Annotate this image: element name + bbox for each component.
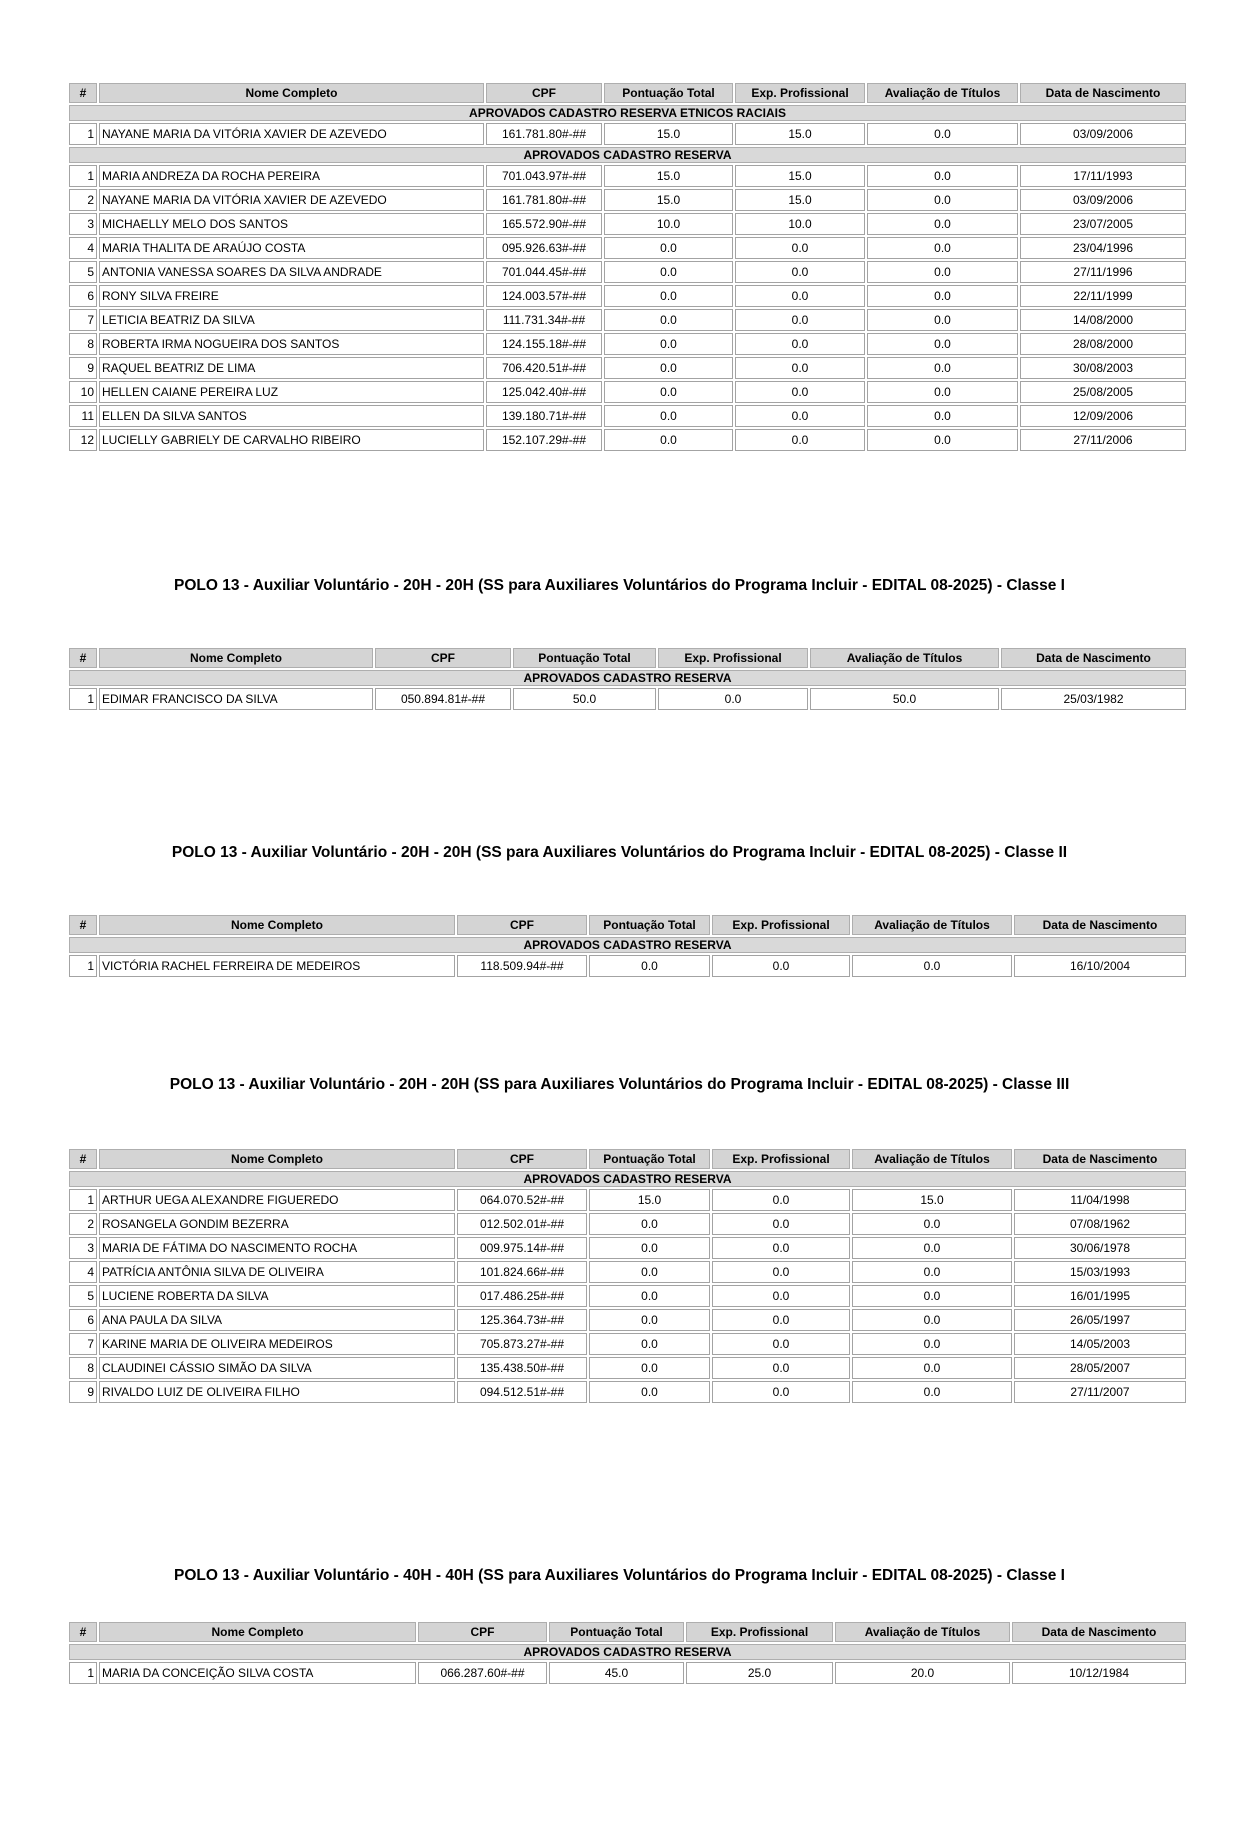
rank-cell: 7 bbox=[69, 309, 97, 331]
cpf-cell: 701.044.45#-## bbox=[486, 261, 602, 283]
column-header: Exp. Profissional bbox=[712, 915, 850, 935]
cpf-cell: 094.512.51#-## bbox=[457, 1381, 587, 1403]
section-row bbox=[69, 937, 1186, 953]
total-score-cell: 0.0 bbox=[589, 1213, 710, 1235]
section-header: APROVADOS CADASTRO RESERVA bbox=[69, 1171, 1186, 1187]
total-score-cell: 0.0 bbox=[589, 1357, 710, 1379]
column-header: Nome Completo bbox=[99, 1149, 455, 1169]
professional-exp-cell: 0.0 bbox=[735, 405, 865, 427]
polo-block bbox=[67, 1075, 1172, 1405]
cpf-cell: 050.894.81#-## bbox=[375, 688, 511, 710]
professional-exp-cell: 0.0 bbox=[712, 1261, 850, 1283]
column-header: CPF bbox=[375, 648, 511, 668]
titles-score-cell: 0.0 bbox=[867, 237, 1018, 259]
titles-score-cell: 20.0 bbox=[835, 1662, 1010, 1684]
name-cell: ROBERTA IRMA NOGUEIRA DOS SANTOS bbox=[99, 333, 484, 355]
table-row bbox=[69, 405, 1186, 427]
birthdate-cell: 30/06/1978 bbox=[1014, 1237, 1186, 1259]
cpf-cell: 012.502.01#-## bbox=[457, 1213, 587, 1235]
column-header: Exp. Profissional bbox=[735, 83, 865, 103]
total-score-cell: 45.0 bbox=[549, 1662, 684, 1684]
cpf-cell: 135.438.50#-## bbox=[457, 1357, 587, 1379]
rank-cell: 1 bbox=[69, 165, 97, 187]
table-row bbox=[69, 357, 1186, 379]
rank-cell: 7 bbox=[69, 1333, 97, 1355]
titles-score-cell: 0.0 bbox=[852, 955, 1012, 977]
section-row bbox=[69, 1171, 1186, 1187]
polo-block bbox=[67, 1566, 1172, 1686]
total-score-cell: 0.0 bbox=[589, 1261, 710, 1283]
name-cell: ANA PAULA DA SILVA bbox=[99, 1309, 455, 1331]
results-table bbox=[67, 646, 1188, 712]
column-header: Data de Nascimento bbox=[1001, 648, 1186, 668]
name-cell: MARIA THALITA DE ARAÚJO COSTA bbox=[99, 237, 484, 259]
polo-title: POLO 13 - Auxiliar Voluntário - 40H - 40H (SS para Auxiliares Voluntários do Programa Incluir - EDITAL 08-2025) - Classe I bbox=[174, 1567, 1065, 1584]
column-header: # bbox=[69, 648, 97, 668]
titles-score-cell: 0.0 bbox=[852, 1357, 1012, 1379]
table-row bbox=[69, 1189, 1186, 1211]
professional-exp-cell: 0.0 bbox=[712, 1285, 850, 1307]
birthdate-cell: 11/04/1998 bbox=[1014, 1189, 1186, 1211]
rank-cell: 2 bbox=[69, 189, 97, 211]
column-header: # bbox=[69, 83, 97, 103]
total-score-cell: 0.0 bbox=[589, 1381, 710, 1403]
cpf-cell: 124.155.18#-## bbox=[486, 333, 602, 355]
birthdate-cell: 12/09/2006 bbox=[1020, 405, 1186, 427]
total-score-cell: 0.0 bbox=[604, 237, 733, 259]
table-row bbox=[69, 955, 1186, 977]
professional-exp-cell: 0.0 bbox=[735, 285, 865, 307]
section-row bbox=[69, 1644, 1186, 1660]
birthdate-cell: 30/08/2003 bbox=[1020, 357, 1186, 379]
table-row bbox=[69, 1333, 1186, 1355]
professional-exp-cell: 15.0 bbox=[735, 189, 865, 211]
table-row bbox=[69, 429, 1186, 451]
rank-cell: 1 bbox=[69, 123, 97, 145]
total-score-cell: 0.0 bbox=[604, 429, 733, 451]
titles-score-cell: 0.0 bbox=[852, 1213, 1012, 1235]
professional-exp-cell: 15.0 bbox=[735, 165, 865, 187]
total-score-cell: 0.0 bbox=[604, 309, 733, 331]
table-row bbox=[69, 1309, 1186, 1331]
name-cell: MARIA DE FÁTIMA DO NASCIMENTO ROCHA bbox=[99, 1237, 455, 1259]
titles-score-cell: 0.0 bbox=[852, 1285, 1012, 1307]
cpf-cell: 118.509.94#-## bbox=[457, 955, 587, 977]
rank-cell: 4 bbox=[69, 237, 97, 259]
birthdate-cell: 03/09/2006 bbox=[1020, 189, 1186, 211]
titles-score-cell: 0.0 bbox=[852, 1261, 1012, 1283]
professional-exp-cell: 0.0 bbox=[735, 237, 865, 259]
titles-score-cell: 0.0 bbox=[852, 1237, 1012, 1259]
titles-score-cell: 0.0 bbox=[867, 261, 1018, 283]
rank-cell: 3 bbox=[69, 1237, 97, 1259]
rank-cell: 1 bbox=[69, 1662, 97, 1684]
column-header: Nome Completo bbox=[99, 648, 373, 668]
column-header: Pontuação Total bbox=[513, 648, 656, 668]
name-cell: LUCIELLY GABRIELY DE CARVALHO RIBEIRO bbox=[99, 429, 484, 451]
column-header: Avaliação de Títulos bbox=[835, 1622, 1010, 1642]
name-cell: KARINE MARIA DE OLIVEIRA MEDEIROS bbox=[99, 1333, 455, 1355]
cpf-cell: 009.975.14#-## bbox=[457, 1237, 587, 1259]
name-cell: RONY SILVA FREIRE bbox=[99, 285, 484, 307]
titles-score-cell: 50.0 bbox=[810, 688, 999, 710]
section-row bbox=[69, 147, 1186, 163]
name-cell: CLAUDINEI CÁSSIO SIMÃO DA SILVA bbox=[99, 1357, 455, 1379]
professional-exp-cell: 15.0 bbox=[735, 123, 865, 145]
cpf-cell: 064.070.52#-## bbox=[457, 1189, 587, 1211]
name-cell: MICHAELLY MELO DOS SANTOS bbox=[99, 213, 484, 235]
column-header: Avaliação de Títulos bbox=[852, 1149, 1012, 1169]
total-score-cell: 15.0 bbox=[604, 189, 733, 211]
cpf-cell: 161.781.80#-## bbox=[486, 189, 602, 211]
birthdate-cell: 14/08/2000 bbox=[1020, 309, 1186, 331]
column-header: Data de Nascimento bbox=[1020, 83, 1186, 103]
polo-block bbox=[67, 81, 1172, 453]
column-header: # bbox=[69, 915, 97, 935]
results-table bbox=[67, 1620, 1188, 1686]
total-score-cell: 15.0 bbox=[604, 165, 733, 187]
professional-exp-cell: 0.0 bbox=[712, 1213, 850, 1235]
professional-exp-cell: 10.0 bbox=[735, 213, 865, 235]
rank-cell: 2 bbox=[69, 1213, 97, 1235]
table-row bbox=[69, 1285, 1186, 1307]
total-score-cell: 10.0 bbox=[604, 213, 733, 235]
cpf-cell: 165.572.90#-## bbox=[486, 213, 602, 235]
name-cell: MARIA ANDREZA DA ROCHA PEREIRA bbox=[99, 165, 484, 187]
birthdate-cell: 17/11/1993 bbox=[1020, 165, 1186, 187]
rank-cell: 5 bbox=[69, 1285, 97, 1307]
column-header: Nome Completo bbox=[99, 915, 455, 935]
titles-score-cell: 0.0 bbox=[867, 309, 1018, 331]
rank-cell: 5 bbox=[69, 261, 97, 283]
total-score-cell: 0.0 bbox=[589, 955, 710, 977]
cpf-cell: 701.043.97#-## bbox=[486, 165, 602, 187]
professional-exp-cell: 0.0 bbox=[712, 1309, 850, 1331]
cpf-cell: 125.042.40#-## bbox=[486, 381, 602, 403]
professional-exp-cell: 0.0 bbox=[712, 1333, 850, 1355]
birthdate-cell: 23/04/1996 bbox=[1020, 237, 1186, 259]
name-cell: RAQUEL BEATRIZ DE LIMA bbox=[99, 357, 484, 379]
total-score-cell: 0.0 bbox=[604, 261, 733, 283]
total-score-cell: 0.0 bbox=[604, 405, 733, 427]
column-header: # bbox=[69, 1149, 97, 1169]
section-row bbox=[69, 670, 1186, 686]
table-row bbox=[69, 123, 1186, 145]
titles-score-cell: 0.0 bbox=[867, 165, 1018, 187]
column-header: Nome Completo bbox=[99, 1622, 416, 1642]
total-score-cell: 50.0 bbox=[513, 688, 656, 710]
section-header: APROVADOS CADASTRO RESERVA ETNICOS RACIAIS bbox=[69, 105, 1186, 121]
professional-exp-cell: 0.0 bbox=[712, 1189, 850, 1211]
birthdate-cell: 22/11/1999 bbox=[1020, 285, 1186, 307]
header-row bbox=[69, 1622, 1186, 1642]
cpf-cell: 706.420.51#-## bbox=[486, 357, 602, 379]
rank-cell: 1 bbox=[69, 688, 97, 710]
professional-exp-cell: 0.0 bbox=[735, 309, 865, 331]
table-row bbox=[69, 213, 1186, 235]
birthdate-cell: 15/03/1993 bbox=[1014, 1261, 1186, 1283]
table-row bbox=[69, 333, 1186, 355]
name-cell: LETICIA BEATRIZ DA SILVA bbox=[99, 309, 484, 331]
professional-exp-cell: 0.0 bbox=[712, 955, 850, 977]
titles-score-cell: 0.0 bbox=[852, 1333, 1012, 1355]
total-score-cell: 0.0 bbox=[604, 357, 733, 379]
name-cell: RIVALDO LUIZ DE OLIVEIRA FILHO bbox=[99, 1381, 455, 1403]
column-header: CPF bbox=[418, 1622, 547, 1642]
results-table bbox=[67, 1147, 1188, 1405]
name-cell: ARTHUR UEGA ALEXANDRE FIGUEREDO bbox=[99, 1189, 455, 1211]
table-row bbox=[69, 1213, 1186, 1235]
table-row bbox=[69, 189, 1186, 211]
titles-score-cell: 0.0 bbox=[867, 429, 1018, 451]
cpf-cell: 125.364.73#-## bbox=[457, 1309, 587, 1331]
name-cell: EDIMAR FRANCISCO DA SILVA bbox=[99, 688, 373, 710]
column-header: Pontuação Total bbox=[589, 1149, 710, 1169]
header-row bbox=[69, 648, 1186, 668]
name-cell: NAYANE MARIA DA VITÓRIA XAVIER DE AZEVEDO bbox=[99, 123, 484, 145]
name-cell: HELLEN CAIANE PEREIRA LUZ bbox=[99, 381, 484, 403]
professional-exp-cell: 0.0 bbox=[735, 261, 865, 283]
birthdate-cell: 28/08/2000 bbox=[1020, 333, 1186, 355]
rank-cell: 8 bbox=[69, 1357, 97, 1379]
rank-cell: 6 bbox=[69, 285, 97, 307]
rank-cell: 1 bbox=[69, 955, 97, 977]
birthdate-cell: 10/12/1984 bbox=[1012, 1662, 1186, 1684]
column-header: CPF bbox=[457, 1149, 587, 1169]
column-header: Pontuação Total bbox=[549, 1622, 684, 1642]
polo-title: POLO 13 - Auxiliar Voluntário - 20H - 20H (SS para Auxiliares Voluntários do Programa Incluir - EDITAL 08-2025) - Classe III bbox=[169, 1076, 1070, 1093]
name-cell: ROSANGELA GONDIM BEZERRA bbox=[99, 1213, 455, 1235]
professional-exp-cell: 0.0 bbox=[712, 1237, 850, 1259]
column-header: # bbox=[69, 1622, 97, 1642]
results-table bbox=[67, 913, 1188, 979]
total-score-cell: 0.0 bbox=[589, 1237, 710, 1259]
table-row bbox=[69, 688, 1186, 710]
total-score-cell: 0.0 bbox=[589, 1309, 710, 1331]
section-header: APROVADOS CADASTRO RESERVA bbox=[69, 147, 1186, 163]
professional-exp-cell: 0.0 bbox=[712, 1381, 850, 1403]
cpf-cell: 139.180.71#-## bbox=[486, 405, 602, 427]
section-header: APROVADOS CADASTRO RESERVA bbox=[69, 1644, 1186, 1660]
professional-exp-cell: 0.0 bbox=[658, 688, 808, 710]
cpf-cell: 066.287.60#-## bbox=[418, 1662, 547, 1684]
column-header: Nome Completo bbox=[99, 83, 484, 103]
cpf-cell: 705.873.27#-## bbox=[457, 1333, 587, 1355]
total-score-cell: 15.0 bbox=[604, 123, 733, 145]
rank-cell: 9 bbox=[69, 357, 97, 379]
column-header: Pontuação Total bbox=[604, 83, 733, 103]
professional-exp-cell: 25.0 bbox=[686, 1662, 833, 1684]
column-header: Data de Nascimento bbox=[1014, 1149, 1186, 1169]
birthdate-cell: 07/08/1962 bbox=[1014, 1213, 1186, 1235]
column-header: Avaliação de Títulos bbox=[852, 915, 1012, 935]
titles-score-cell: 0.0 bbox=[867, 333, 1018, 355]
birthdate-cell: 23/07/2005 bbox=[1020, 213, 1186, 235]
table-row bbox=[69, 261, 1186, 283]
document-page bbox=[67, 81, 1172, 1686]
cpf-cell: 152.107.29#-## bbox=[486, 429, 602, 451]
titles-score-cell: 0.0 bbox=[867, 213, 1018, 235]
birthdate-cell: 03/09/2006 bbox=[1020, 123, 1186, 145]
section-row bbox=[69, 105, 1186, 121]
section-header: APROVADOS CADASTRO RESERVA bbox=[69, 670, 1186, 686]
column-header: Data de Nascimento bbox=[1014, 915, 1186, 935]
titles-score-cell: 0.0 bbox=[852, 1381, 1012, 1403]
header-row bbox=[69, 83, 1186, 103]
column-header: Exp. Profissional bbox=[686, 1622, 833, 1642]
table-row bbox=[69, 237, 1186, 259]
column-header: Exp. Profissional bbox=[658, 648, 808, 668]
birthdate-cell: 14/05/2003 bbox=[1014, 1333, 1186, 1355]
professional-exp-cell: 0.0 bbox=[735, 429, 865, 451]
results-table bbox=[67, 81, 1188, 453]
column-header: CPF bbox=[486, 83, 602, 103]
titles-score-cell: 0.0 bbox=[867, 357, 1018, 379]
rank-cell: 11 bbox=[69, 405, 97, 427]
table-row bbox=[69, 1261, 1186, 1283]
table-row bbox=[69, 1237, 1186, 1259]
rank-cell: 10 bbox=[69, 381, 97, 403]
polo-block bbox=[67, 843, 1172, 979]
total-score-cell: 0.0 bbox=[589, 1285, 710, 1307]
name-cell: VICTÓRIA RACHEL FERREIRA DE MEDEIROS bbox=[99, 955, 455, 977]
rank-cell: 8 bbox=[69, 333, 97, 355]
table-row bbox=[69, 285, 1186, 307]
birthdate-cell: 27/11/1996 bbox=[1020, 261, 1186, 283]
name-cell: LUCIENE ROBERTA DA SILVA bbox=[99, 1285, 455, 1307]
table-row bbox=[69, 1381, 1186, 1403]
birthdate-cell: 28/05/2007 bbox=[1014, 1357, 1186, 1379]
column-header: Exp. Profissional bbox=[712, 1149, 850, 1169]
table-row bbox=[69, 381, 1186, 403]
total-score-cell: 15.0 bbox=[589, 1189, 710, 1211]
titles-score-cell: 0.0 bbox=[867, 123, 1018, 145]
name-cell: MARIA DA CONCEIÇÃO SILVA COSTA bbox=[99, 1662, 416, 1684]
titles-score-cell: 0.0 bbox=[867, 405, 1018, 427]
titles-score-cell: 0.0 bbox=[867, 285, 1018, 307]
section-header: APROVADOS CADASTRO RESERVA bbox=[69, 937, 1186, 953]
professional-exp-cell: 0.0 bbox=[735, 381, 865, 403]
professional-exp-cell: 0.0 bbox=[735, 357, 865, 379]
header-row bbox=[69, 1149, 1186, 1169]
name-cell: ANTONIA VANESSA SOARES DA SILVA ANDRADE bbox=[99, 261, 484, 283]
birthdate-cell: 27/11/2006 bbox=[1020, 429, 1186, 451]
column-header: Data de Nascimento bbox=[1012, 1622, 1186, 1642]
titles-score-cell: 0.0 bbox=[867, 381, 1018, 403]
total-score-cell: 0.0 bbox=[589, 1333, 710, 1355]
total-score-cell: 0.0 bbox=[604, 333, 733, 355]
cpf-cell: 124.003.57#-## bbox=[486, 285, 602, 307]
rank-cell: 1 bbox=[69, 1189, 97, 1211]
column-header: Avaliação de Títulos bbox=[867, 83, 1018, 103]
table-row bbox=[69, 309, 1186, 331]
birthdate-cell: 25/08/2005 bbox=[1020, 381, 1186, 403]
header-row bbox=[69, 915, 1186, 935]
table-row bbox=[69, 165, 1186, 187]
birthdate-cell: 25/03/1982 bbox=[1001, 688, 1186, 710]
polo-block bbox=[67, 576, 1172, 712]
professional-exp-cell: 0.0 bbox=[712, 1357, 850, 1379]
rank-cell: 12 bbox=[69, 429, 97, 451]
column-header: CPF bbox=[457, 915, 587, 935]
cpf-cell: 017.486.25#-## bbox=[457, 1285, 587, 1307]
cpf-cell: 095.926.63#-## bbox=[486, 237, 602, 259]
rank-cell: 6 bbox=[69, 1309, 97, 1331]
total-score-cell: 0.0 bbox=[604, 381, 733, 403]
rank-cell: 4 bbox=[69, 1261, 97, 1283]
rank-cell: 3 bbox=[69, 213, 97, 235]
titles-score-cell: 15.0 bbox=[852, 1189, 1012, 1211]
birthdate-cell: 26/05/1997 bbox=[1014, 1309, 1186, 1331]
cpf-cell: 111.731.34#-## bbox=[486, 309, 602, 331]
column-header: Avaliação de Títulos bbox=[810, 648, 999, 668]
total-score-cell: 0.0 bbox=[604, 285, 733, 307]
birthdate-cell: 16/10/2004 bbox=[1014, 955, 1186, 977]
polo-title: POLO 13 - Auxiliar Voluntário - 20H - 20H (SS para Auxiliares Voluntários do Programa Incluir - EDITAL 08-2025) - Classe II bbox=[171, 844, 1068, 861]
table-row bbox=[69, 1357, 1186, 1379]
cpf-cell: 101.824.66#-## bbox=[457, 1261, 587, 1283]
birthdate-cell: 27/11/2007 bbox=[1014, 1381, 1186, 1403]
rank-cell: 9 bbox=[69, 1381, 97, 1403]
cpf-cell: 161.781.80#-## bbox=[486, 123, 602, 145]
titles-score-cell: 0.0 bbox=[867, 189, 1018, 211]
polo-title: POLO 13 - Auxiliar Voluntário - 20H - 20H (SS para Auxiliares Voluntários do Programa Incluir - EDITAL 08-2025) - Classe I bbox=[174, 577, 1065, 594]
name-cell: ELLEN DA SILVA SANTOS bbox=[99, 405, 484, 427]
titles-score-cell: 0.0 bbox=[852, 1309, 1012, 1331]
table-row bbox=[69, 1662, 1186, 1684]
name-cell: NAYANE MARIA DA VITÓRIA XAVIER DE AZEVEDO bbox=[99, 189, 484, 211]
name-cell: PATRÍCIA ANTÔNIA SILVA DE OLIVEIRA bbox=[99, 1261, 455, 1283]
birthdate-cell: 16/01/1995 bbox=[1014, 1285, 1186, 1307]
column-header: Pontuação Total bbox=[589, 915, 710, 935]
professional-exp-cell: 0.0 bbox=[735, 333, 865, 355]
